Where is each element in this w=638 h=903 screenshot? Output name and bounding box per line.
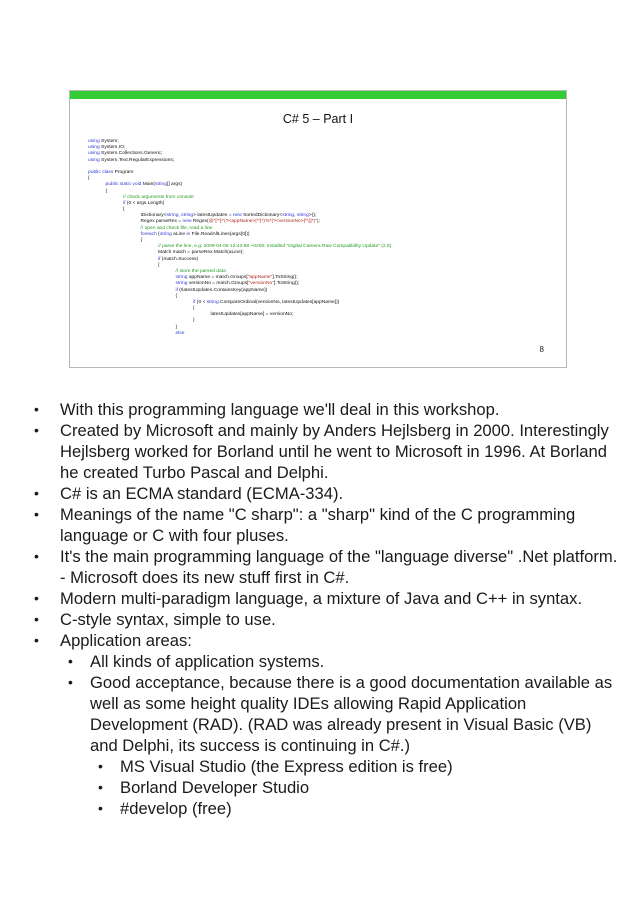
code-token: System.Collections.Generic; <box>99 151 163 157</box>
bullet-dot-icon: • <box>68 674 73 690</box>
code-token: string <box>181 213 194 219</box>
code-token: System; <box>99 139 119 144</box>
code-listing <box>88 139 558 337</box>
code-token: in <box>186 231 191 237</box>
bullet-dot-icon: • <box>34 611 39 627</box>
bullet-dot-icon: • <box>34 485 39 501</box>
code-token: string <box>155 182 167 188</box>
code-token: { <box>140 238 143 243</box>
code-token: static <box>119 182 132 188</box>
code-line <box>88 331 558 337</box>
code-token: { <box>158 262 160 268</box>
bullet-text: Borland Developer Studio <box>120 778 310 797</box>
code-token: SortedDictionary< <box>241 213 283 219</box>
code-token: new <box>232 213 242 219</box>
code-token: string <box>175 275 188 281</box>
code-token: ].ToString(); <box>274 281 300 287</box>
bullet-list <box>30 399 620 819</box>
code-token: ( <box>156 231 160 237</box>
bullet-dot-icon: • <box>34 422 39 438</box>
bullet-text: C# is an ECMA standard (ECMA-334). <box>60 484 344 503</box>
bullet-text: #develop (free) <box>120 799 232 818</box>
code-token: (match.Success) <box>160 256 199 262</box>
code-token: void <box>132 182 142 188</box>
code-token: if <box>193 299 196 305</box>
code-token: public <box>88 169 101 175</box>
code-token: >(); <box>308 213 317 219</box>
bullet-item <box>30 651 620 672</box>
slide-title: C# 5 – Part I <box>282 112 354 126</box>
code-token: } <box>175 324 178 330</box>
code-token: string <box>282 213 295 219</box>
code-token: { <box>88 176 90 182</box>
bullet-item <box>30 546 620 588</box>
code-token: if <box>123 200 126 206</box>
bullet-text: All kinds of application systems. <box>90 652 325 671</box>
bullet-dot-icon: • <box>34 506 39 522</box>
code-token: ].ToString(); <box>272 275 298 281</box>
code-token: public <box>105 182 119 188</box>
code-token: else <box>175 330 185 336</box>
code-token: using <box>88 145 100 151</box>
bullet-text: MS Visual Studio (the Express edition is free) <box>120 757 453 776</box>
bullet-text: Modern multi-paradigm language, a mixture of Java and C++ in syntax. <box>60 589 583 608</box>
code-token: appName = match.Groups[ <box>187 275 248 281</box>
code-token: string <box>296 213 309 219</box>
code-token: if <box>158 256 161 262</box>
bullet-dot-icon: • <box>98 758 103 774</box>
code-token: aLine <box>171 231 187 237</box>
code-token: using <box>88 157 100 163</box>
bullet-dot-icon: • <box>98 779 103 795</box>
code-token: // check arguments from console <box>123 194 194 200</box>
bullet-item <box>30 777 620 798</box>
code-token: , <box>294 213 297 219</box>
code-token: string <box>166 213 179 219</box>
code-token: { <box>105 188 108 194</box>
code-token: , <box>178 213 182 219</box>
bullet-text: Good acceptance, because there is a good documentation available as well as some height quality IDEs allowing Rapid Application Development (RAD). (RAD was already present in Visual Basic (VB) and Delphi, its success is continuing in C#.) <box>90 673 613 755</box>
bullet-item <box>30 630 620 651</box>
code-token: // store the parsed data <box>175 268 226 274</box>
code-token: using <box>88 139 100 144</box>
bullet-item <box>30 483 620 504</box>
bullet-item <box>30 420 620 483</box>
code-token: @"[^']*'(?<appName>[^']*)'\s*(?<versionNo>[^\(]*)" <box>208 219 317 225</box>
code-token: { <box>193 306 195 312</box>
bullet-item <box>30 798 620 819</box>
bullet-item <box>30 399 620 420</box>
code-token: Main( <box>141 182 155 188</box>
code-token: if <box>175 287 178 293</box>
code-token: > latestUpdates = <box>193 213 233 219</box>
bullet-dot-icon: • <box>34 632 39 648</box>
code-token: Regex( <box>191 219 209 225</box>
code-token: IDictionary< <box>140 213 167 219</box>
code-token: File.ReadAllLines(args[0])) <box>190 231 250 237</box>
bullet-item <box>30 756 620 777</box>
bullet-text: Application areas: <box>60 631 192 650</box>
bullet-text: It's the main programming language of the "language diverse" .Net platform. - Microsoft does its new stuff first in C#. <box>60 547 618 587</box>
code-token: foreach <box>140 231 157 237</box>
bullet-text: Created by Microsoft and mainly by Anders Hejlsberg in 2000. Interestingly Hejlsberg worked for Borland until he went to Microsoft in 1996. At Borland he created Turbo Pascal and Delphi. <box>60 421 609 482</box>
code-token: .CompareOrdinal(versionNo, latestUpdates[appName])) <box>218 299 340 305</box>
code-token: Regex parseRex = <box>140 219 183 225</box>
code-token: (0 < args.Length) <box>125 200 165 206</box>
bullet-item <box>30 504 620 546</box>
bullet-text: Meanings of the name "C sharp": a "sharp" kind of the C programming language or C with four pluses. <box>60 505 576 545</box>
bullet-dot-icon: • <box>68 653 73 669</box>
code-token: latestUpdates[appName] = versionNo; <box>210 312 294 318</box>
code-token: (0 < <box>195 299 207 305</box>
code-token: [] args) <box>166 182 183 188</box>
code-token: System.IO; <box>99 145 126 151</box>
code-token: Match match = parseRex.Match(aLine); <box>158 250 244 256</box>
code-token: "versionNo" <box>248 281 274 287</box>
code-token: string <box>175 281 188 287</box>
bullet-dot-icon: • <box>34 590 39 606</box>
code-token: (!latestUpdates.ContainsKey(appName)) <box>177 287 268 293</box>
code-token: string <box>159 231 172 237</box>
slide-number: 8 <box>539 345 544 354</box>
code-token: versionNo = match.Groups[ <box>187 281 249 287</box>
code-token: // open and check file, read a line <box>140 225 213 231</box>
code-token: class <box>102 169 114 175</box>
code-token: using <box>88 151 100 157</box>
bullet-item <box>30 672 620 756</box>
bullet-text: With this programming language we'll deal in this workshop. <box>60 400 500 419</box>
code-token: System.Text.RegularExpressions; <box>99 157 175 163</box>
bullet-dot-icon: • <box>34 401 39 417</box>
code-token: { <box>175 293 178 299</box>
bullet-dot-icon: • <box>34 548 39 564</box>
code-token: "appName" <box>247 275 273 281</box>
slide-accent-bar <box>70 91 566 99</box>
bullet-dot-icon: • <box>98 800 103 816</box>
code-token: new <box>182 219 192 225</box>
code-token: // parse the line, e.g. 2009-04-06 12:42:58 +0200: Installed "Digital Camera Raw Compatibility Update" (2.5) <box>158 244 392 250</box>
code-token: string <box>206 299 219 305</box>
bullet-text: C-style syntax, simple to use. <box>60 610 276 629</box>
slide-thumbnail <box>69 90 567 368</box>
bullet-item <box>30 609 620 630</box>
code-token: } <box>193 318 195 324</box>
code-token: { <box>123 207 125 213</box>
code-token: ); <box>316 219 320 225</box>
bullet-item <box>30 588 620 609</box>
code-token: Program <box>113 169 134 175</box>
